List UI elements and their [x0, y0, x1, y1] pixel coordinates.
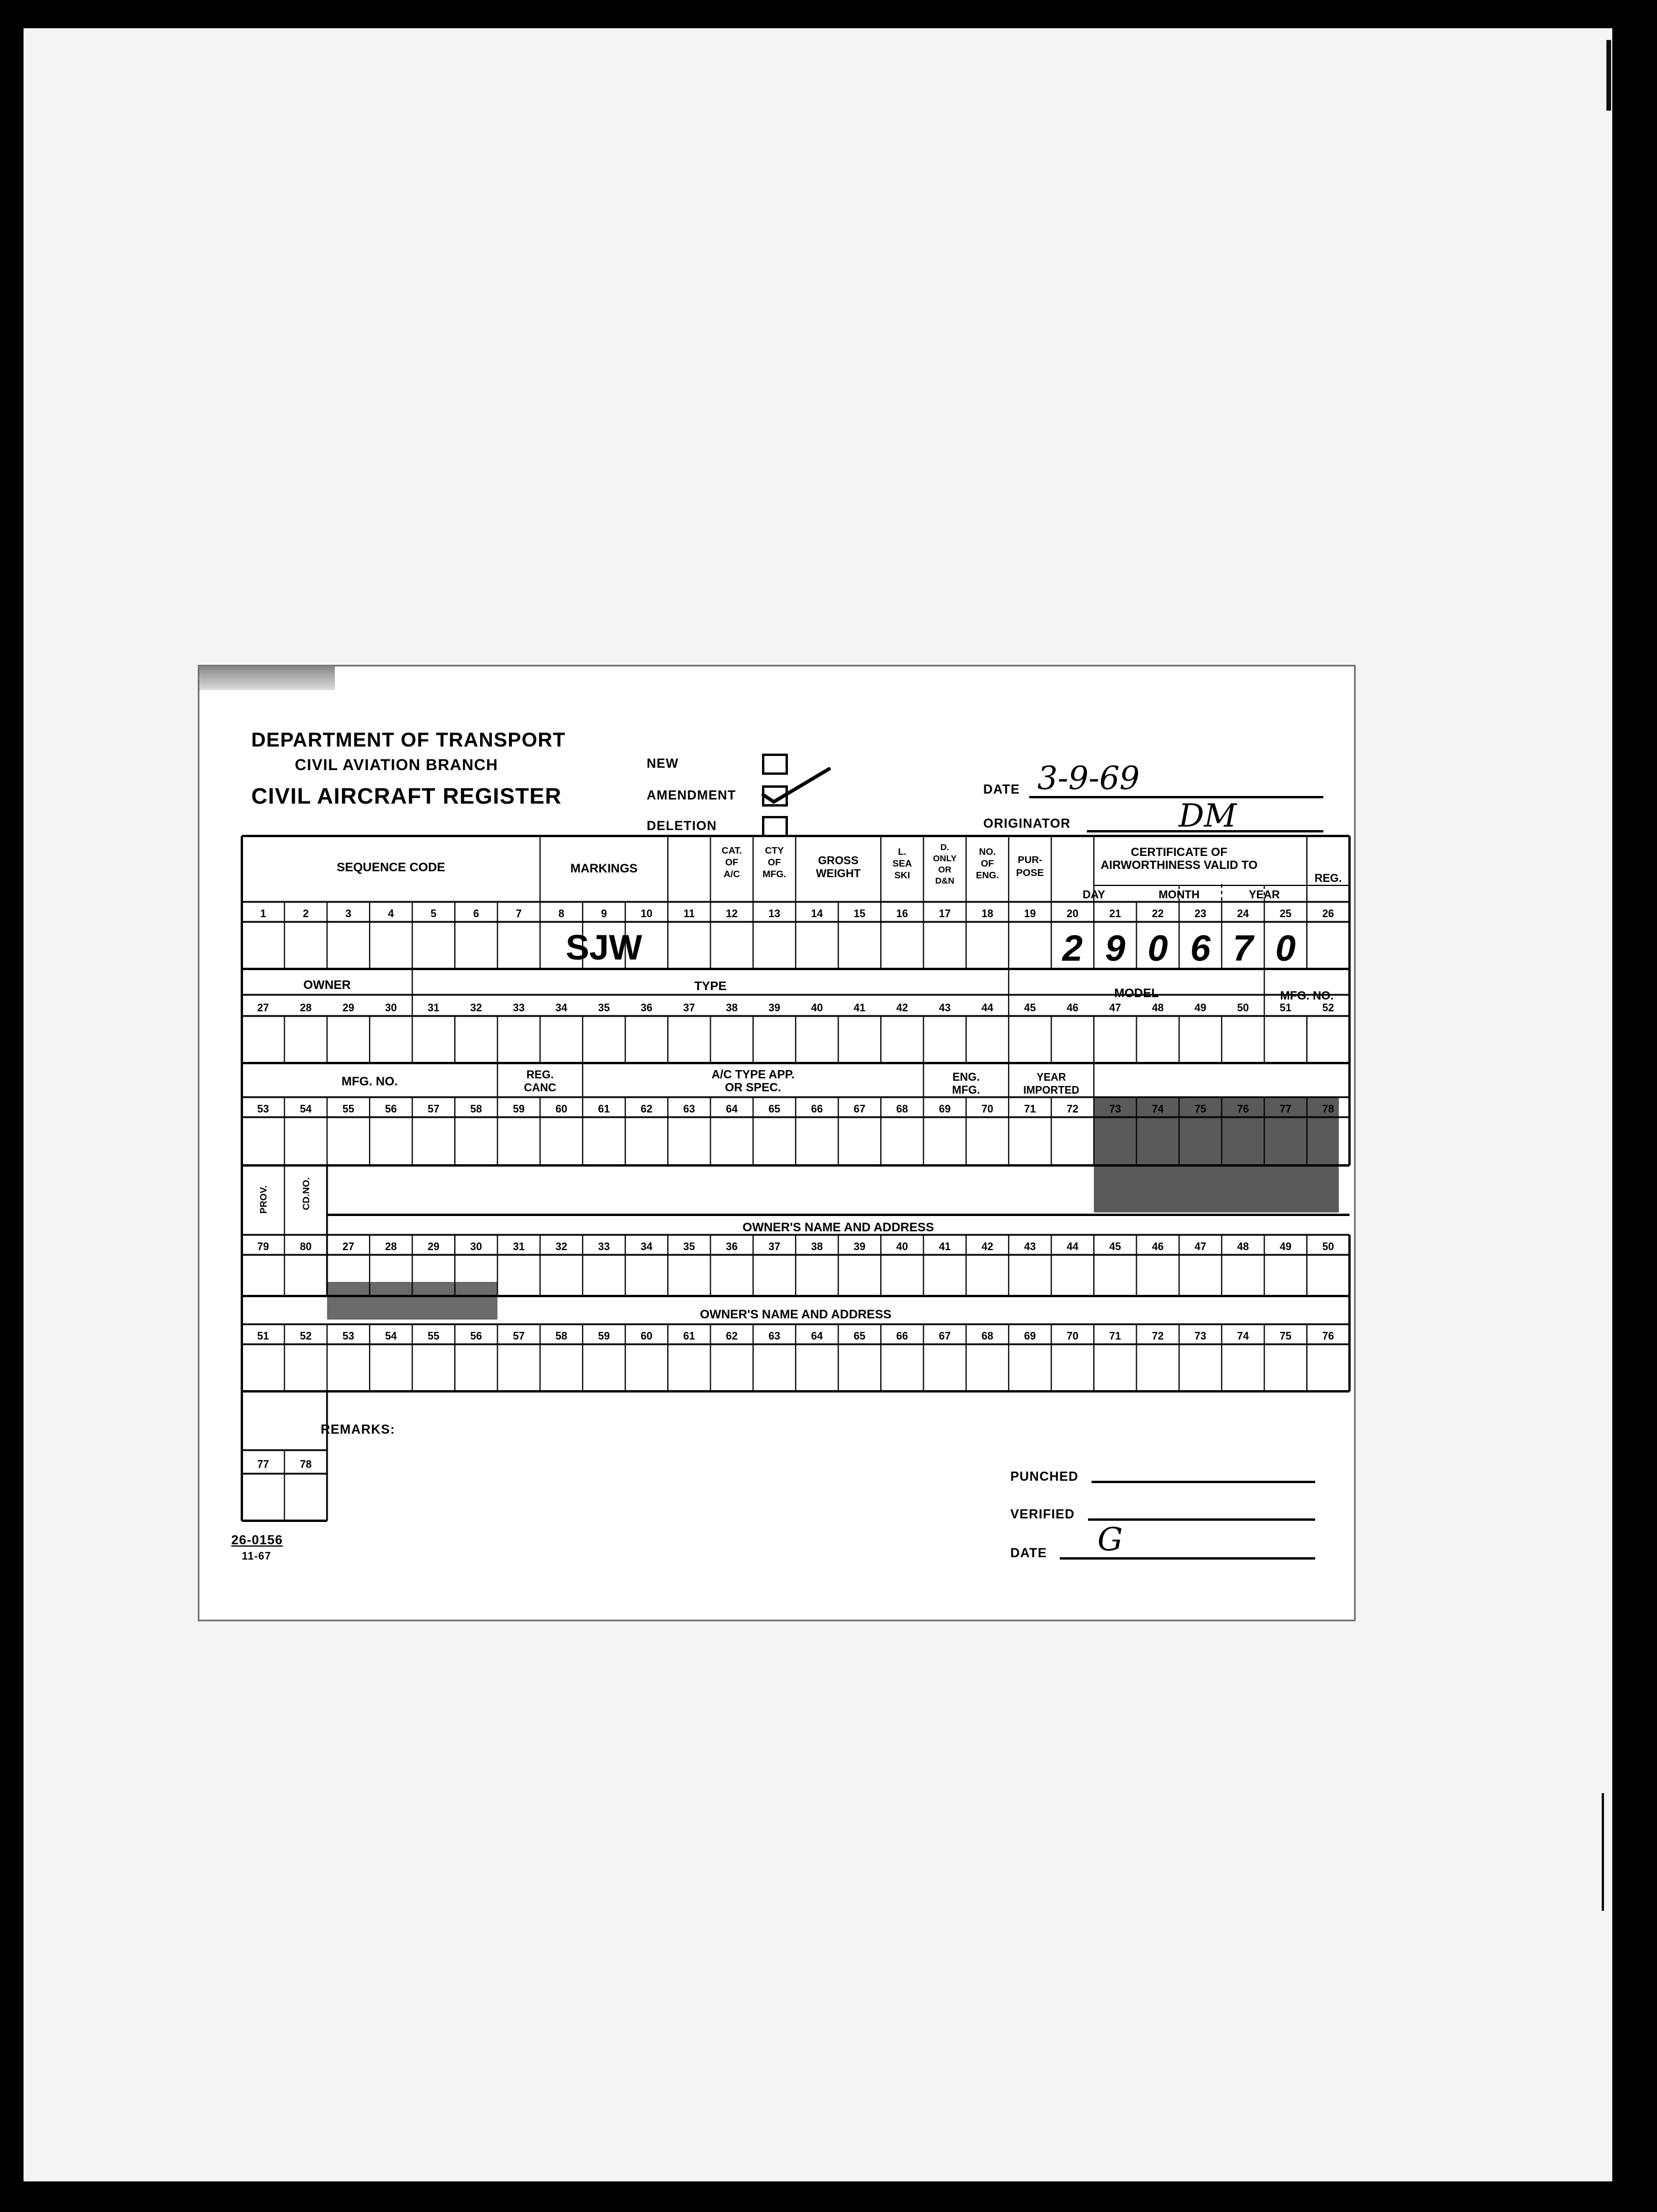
scan-edge-mark [1606, 40, 1611, 111]
ac-type-heading: OR SPEC. [725, 1081, 781, 1094]
row4-number: 48 [1237, 1241, 1249, 1252]
owner-heading: OWNER [303, 978, 351, 992]
remarks-label: REMARKS: [321, 1422, 395, 1437]
year-imported-heading: YEAR [1036, 1071, 1066, 1083]
reg-canc-heading: CANC [524, 1082, 557, 1094]
certificate-heading: CERTIFICATE OF [1130, 846, 1227, 859]
row4-number: 50 [1322, 1241, 1335, 1252]
sea-ski-heading: SEA [892, 859, 912, 869]
row2-number: 43 [939, 1002, 951, 1014]
row2-number: 36 [640, 1002, 653, 1014]
row5-number: 76 [1322, 1330, 1335, 1342]
row2-number: 52 [1322, 1002, 1335, 1014]
d-only-heading: OR [938, 865, 951, 875]
row4-number: 39 [853, 1241, 866, 1252]
register-grid [199, 667, 1354, 1620]
row1-number: 26 [1322, 908, 1335, 920]
verified-label: VERIFIED [1010, 1507, 1075, 1521]
row3-number: 56 [385, 1103, 397, 1115]
row5-number: 71 [1109, 1330, 1122, 1342]
row1-number: 22 [1152, 908, 1164, 920]
row5-number: 55 [427, 1330, 440, 1342]
model-heading: MODEL [1114, 987, 1159, 1000]
row3-number-shaded: 77 [1279, 1103, 1292, 1115]
row2-number: 46 [1066, 1002, 1079, 1014]
branch-title: CIVIL AVIATION BRANCH [295, 756, 498, 774]
row4-number: 32 [555, 1241, 568, 1252]
row3-number: 68 [896, 1103, 909, 1115]
row1-number: 3 [345, 908, 352, 920]
row2-number: 31 [427, 1002, 440, 1014]
amendment-label: AMENDMENT [647, 788, 736, 802]
row3-number-shaded: 78 [1322, 1103, 1335, 1115]
gross-weight-heading: GROSS [818, 855, 859, 867]
row2-number: 49 [1194, 1002, 1207, 1014]
row2-number: 37 [683, 1002, 696, 1014]
row6-number: 78 [300, 1458, 312, 1470]
row5-number: 64 [811, 1330, 823, 1342]
row5-number: 74 [1237, 1330, 1249, 1342]
footer-date-value: G [1097, 1521, 1123, 1558]
d-only-heading: D. [940, 842, 950, 852]
row3-number: 70 [981, 1103, 994, 1115]
row2-number: 42 [896, 1002, 909, 1014]
cty-heading: MFG. [763, 870, 786, 880]
row1-number: 23 [1194, 908, 1207, 920]
row5-number: 63 [768, 1330, 781, 1342]
row3-number: 69 [939, 1103, 951, 1115]
row4-number: 30 [470, 1241, 483, 1252]
ac-type-heading: A/C TYPE APP. [711, 1068, 795, 1081]
punched-line[interactable] [1092, 1481, 1315, 1483]
row1-number: 6 [473, 908, 480, 920]
row5-number: 69 [1024, 1330, 1036, 1342]
row6-number: 77 [257, 1458, 269, 1470]
row2-number: 38 [726, 1002, 738, 1014]
row1-number: 9 [601, 908, 607, 920]
d-only-heading: ONLY [933, 854, 957, 864]
row2-number: 27 [257, 1002, 269, 1014]
row4-number: 42 [981, 1241, 994, 1252]
purpose-heading: POSE [1016, 867, 1044, 878]
row2-number: 44 [981, 1002, 994, 1014]
row1-number: 19 [1024, 908, 1036, 920]
row3-number: 64 [726, 1103, 738, 1115]
year-heading: YEAR [1249, 889, 1280, 901]
register-title: CIVIL AIRCRAFT REGISTER [251, 784, 562, 809]
row2-number: 40 [811, 1002, 823, 1014]
row4-number: 31 [513, 1241, 525, 1252]
mfg-no-2-heading: MFG. NO. [341, 1075, 398, 1088]
row5-number: 70 [1066, 1330, 1079, 1342]
row5-number: 66 [896, 1330, 909, 1342]
cat-heading: CAT. [721, 846, 742, 856]
row4-number: 43 [1024, 1241, 1036, 1252]
row5-number: 51 [257, 1330, 269, 1342]
markings-heading: MARKINGS [570, 862, 638, 875]
row1-number: 14 [811, 908, 823, 920]
row3-number: 54 [300, 1103, 312, 1115]
new-label: NEW [647, 756, 679, 771]
row4-number: 36 [726, 1241, 738, 1252]
cat-heading: OF [725, 858, 738, 868]
row4-number: 29 [427, 1241, 440, 1252]
row4-number: 44 [1066, 1241, 1079, 1252]
reg-canc-heading: REG. [526, 1069, 554, 1081]
department-title: DEPARTMENT OF TRANSPORT [251, 729, 566, 751]
d-only-heading: D&N [935, 876, 954, 886]
row2-number: 47 [1109, 1002, 1122, 1014]
form-date: 11-67 [242, 1550, 272, 1562]
cert-digit: 0 [1275, 928, 1296, 969]
row1-number: 12 [726, 908, 738, 920]
cty-heading: CTY [765, 846, 784, 856]
row2-number: 30 [385, 1002, 397, 1014]
row4-number: 38 [811, 1241, 823, 1252]
row5-number: 72 [1152, 1330, 1164, 1342]
row3-number: 60 [555, 1103, 568, 1115]
cat-heading: A/C [723, 870, 740, 880]
row5-number: 52 [300, 1330, 312, 1342]
row3-number: 53 [257, 1103, 269, 1115]
row1-number: 4 [388, 908, 394, 920]
date-label: DATE [983, 782, 1020, 797]
row3-number: 57 [427, 1103, 440, 1115]
row5-number: 75 [1279, 1330, 1292, 1342]
row1-number: 24 [1237, 908, 1249, 920]
row1-number: 17 [939, 908, 951, 920]
certificate-heading: AIRWORTHINESS VALID TO [1100, 859, 1258, 872]
markings-value: SJW [565, 928, 643, 967]
month-heading: MONTH [1158, 889, 1200, 901]
type-heading: TYPE [694, 980, 727, 993]
row4-number: 45 [1109, 1241, 1122, 1252]
sea-ski-heading: L. [898, 847, 907, 857]
footer-date-label: DATE [1010, 1545, 1047, 1560]
row3-number-shaded: 74 [1152, 1103, 1164, 1115]
row4-number: 80 [300, 1241, 312, 1252]
row5-number: 57 [513, 1330, 525, 1342]
row5-number: 61 [683, 1330, 696, 1342]
row4-number: 49 [1279, 1241, 1292, 1252]
row3-number: 61 [598, 1103, 610, 1115]
row3-number: 65 [768, 1103, 781, 1115]
originator-label: ORIGINATOR [983, 816, 1071, 831]
row2-number: 45 [1024, 1002, 1036, 1014]
cert-digit: 0 [1147, 928, 1168, 969]
row4-number: 33 [598, 1241, 610, 1252]
purpose-heading: PUR- [1017, 854, 1043, 865]
prov-heading: PROV. [259, 1185, 269, 1214]
row3-number: 62 [640, 1103, 653, 1115]
row1-number: 5 [430, 908, 437, 920]
day-heading: DAY [1082, 889, 1106, 901]
row3-number: 63 [683, 1103, 696, 1115]
civil-aircraft-register-card [198, 665, 1356, 1621]
shaded-block [1094, 1097, 1339, 1212]
row2-number: 29 [342, 1002, 355, 1014]
eng-mfg-heading: MFG. [952, 1084, 980, 1097]
scanned-page [24, 28, 1612, 2181]
row3-number: 71 [1024, 1103, 1036, 1115]
cert-digit: 7 [1233, 928, 1253, 969]
row5-number: 58 [555, 1330, 568, 1342]
cert-digit: 9 [1104, 928, 1126, 969]
cty-heading: OF [767, 858, 781, 868]
row2-number: 50 [1237, 1002, 1249, 1014]
gross-weight-heading: WEIGHT [816, 868, 861, 880]
row1-number: 8 [558, 908, 565, 920]
sequence-code-heading: SEQUENCE CODE [337, 861, 445, 874]
reg-heading: REG. [1314, 872, 1342, 885]
row3-number: 55 [342, 1103, 355, 1115]
no-eng-heading: OF [980, 859, 994, 869]
row1-number: 21 [1109, 908, 1122, 920]
row4-number: 37 [768, 1241, 781, 1252]
mfg-no-heading: MFG. NO. [1280, 990, 1334, 1002]
row1-number: 2 [302, 908, 309, 920]
row1-number: 25 [1279, 908, 1292, 920]
row3-number: 72 [1066, 1103, 1079, 1115]
row3-number-shaded: 75 [1194, 1103, 1207, 1115]
row3-number-shaded: 76 [1237, 1103, 1249, 1115]
cd-no-heading: CD.NO. [301, 1177, 312, 1210]
row1-number: 20 [1066, 908, 1079, 920]
row3-number: 66 [811, 1103, 823, 1115]
row1-number: 18 [981, 908, 994, 920]
no-eng-heading: ENG. [976, 871, 999, 881]
row4-number: 41 [939, 1241, 951, 1252]
form-number: 26-0156 [231, 1533, 283, 1547]
row1-number: 7 [515, 908, 522, 920]
sea-ski-heading: SKI [894, 871, 910, 881]
row5-number: 73 [1194, 1330, 1207, 1342]
row2-number: 41 [853, 1002, 866, 1014]
row1-number: 10 [640, 908, 653, 920]
row3-number: 67 [853, 1103, 866, 1115]
row2-number: 51 [1279, 1002, 1292, 1014]
row4-number: 47 [1194, 1241, 1207, 1252]
row2-number: 32 [470, 1002, 483, 1014]
owners-name-heading: OWNER'S NAME AND ADDRESS [742, 1221, 934, 1234]
row5-number: 56 [470, 1330, 483, 1342]
row1-number: 13 [768, 908, 781, 920]
row4-number: 79 [257, 1241, 269, 1252]
originator-value: DM [1179, 797, 1237, 834]
row1-number: 11 [683, 908, 695, 920]
deletion-label: DELETION [647, 818, 717, 833]
row4-number: 34 [640, 1241, 653, 1252]
cert-digit: 2 [1062, 928, 1083, 969]
row3-number-shaded: 73 [1109, 1103, 1122, 1115]
row5-number: 62 [726, 1330, 738, 1342]
punched-label: PUNCHED [1010, 1469, 1079, 1484]
row5-number: 67 [939, 1330, 951, 1342]
row2-number: 39 [768, 1002, 781, 1014]
owners-name-2-heading: OWNER'S NAME AND ADDRESS [700, 1308, 891, 1321]
scan-edge-mark [1602, 1793, 1604, 1911]
row4-number: 46 [1152, 1241, 1164, 1252]
row3-number: 59 [513, 1103, 525, 1115]
row5-number: 53 [342, 1330, 355, 1342]
no-eng-heading: NO. [979, 847, 996, 857]
row4-number: 27 [342, 1241, 355, 1252]
row1-number: 1 [260, 908, 267, 920]
row1-number: 16 [896, 908, 909, 920]
year-imported-heading: IMPORTED [1023, 1084, 1080, 1096]
row2-number: 35 [598, 1002, 610, 1014]
row5-number: 60 [640, 1330, 653, 1342]
row4-number: 40 [896, 1241, 909, 1252]
row4-number: 28 [385, 1241, 397, 1252]
date-value: 3-9-69 [1037, 759, 1140, 797]
row2-number: 33 [513, 1002, 525, 1014]
row3-number: 58 [470, 1103, 483, 1115]
row2-number: 28 [300, 1002, 312, 1014]
row5-number: 68 [981, 1330, 994, 1342]
row5-number: 59 [598, 1330, 610, 1342]
row1-number: 15 [853, 908, 866, 920]
row2-number: 48 [1152, 1002, 1164, 1014]
row2-number: 34 [555, 1002, 568, 1014]
eng-mfg-heading: ENG. [952, 1071, 980, 1084]
row5-number: 54 [385, 1330, 397, 1342]
cert-digit: 6 [1190, 928, 1211, 969]
row5-number: 65 [853, 1330, 866, 1342]
row4-number: 35 [683, 1241, 696, 1252]
